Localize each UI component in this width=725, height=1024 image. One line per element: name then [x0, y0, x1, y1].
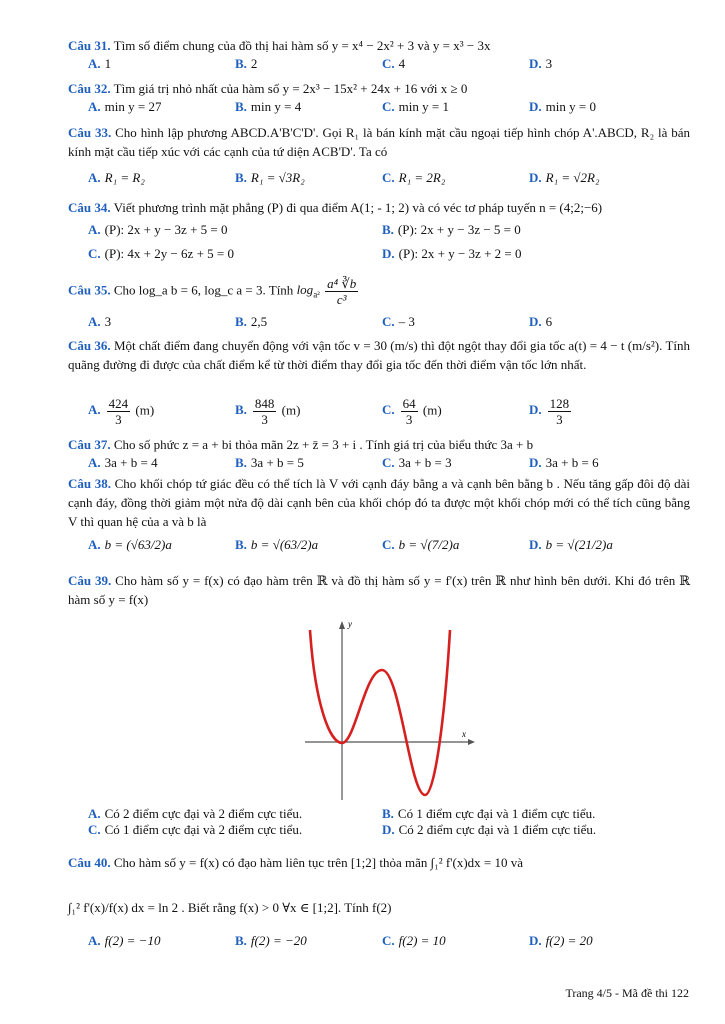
log-expression: $\log_{a^2}$ $\frac{\text{a⁴ ∛b}}{\text{c³}}$	[296, 276, 357, 307]
option-c[interactable]: C. b = √(7/2)a	[382, 537, 460, 552]
question-36	[68, 336, 690, 374]
options-32	[88, 99, 708, 119]
question-text: Cho khối chóp tứ giác đều có thể tích là V với cạnh đáy bằng a và cạnh bên bằng b . Nếu tăng gấp đôi độ dài cạnh đáy, đồng thời giảm một nửa độ dài cạnh bên của khối chóp đó ta được một khối chóp mới có thể tích cũng bằng V thì quan hệ của a và b là	[68, 476, 690, 529]
option-c[interactable]: C. 3a + b = 3	[382, 455, 452, 470]
y-axis-label: y	[348, 619, 352, 629]
question-40-cont	[68, 898, 690, 917]
option-a[interactable]: A. Có 2 điểm cực đại và 2 điểm cực tiểu.	[88, 806, 303, 821]
question-text-1: Cho hàm số y = f(x) có đạo hàm liên tục trên [1;2] thỏa mãn ∫₁² f'(x)dx = 10 và	[113, 855, 524, 870]
question-text: Cho hàm số y = f(x) có đạo hàm trên ℝ và đồ thị hàm số y = f'(x) trên ℝ như hình bên dưới. Khi đó trên ℝ hàm số y = f(x)	[68, 573, 691, 607]
question-text: Tìm số điểm chung của đồ thị hai hàm số y = x⁴ − 2x² + 3 và y = x³ − 3x	[113, 38, 491, 53]
options-39-row2	[88, 822, 708, 842]
option-b[interactable]: B. (P): 2x + y − 3z − 5 = 0	[382, 222, 521, 237]
question-39	[68, 571, 690, 609]
option-c[interactable]: C. R₁ = 2R₂	[382, 170, 446, 185]
option-b[interactable]: B. $\frac{848}{3}$ (m)	[235, 396, 301, 427]
option-c[interactable]: C. Có 1 điểm cực đại và 2 điểm cực tiểu.	[88, 822, 303, 837]
x-axis-arrow	[468, 739, 475, 745]
option-a[interactable]: A. min y = 27	[88, 99, 162, 114]
option-a[interactable]: A. (P): 2x + y − 3z + 5 = 0	[88, 222, 228, 237]
question-label: Câu 31.	[68, 38, 111, 53]
option-d[interactable]: D. 6	[529, 314, 553, 329]
question-31	[68, 36, 690, 55]
y-axis-arrow	[339, 621, 345, 629]
question-label: Câu 34.	[68, 200, 111, 215]
option-d[interactable]: D. R₁ = √2R₂	[529, 170, 600, 185]
option-a[interactable]: A. f(2) = −10	[88, 933, 161, 948]
option-a[interactable]: A. $\frac{424}{3}$ (m)	[88, 396, 155, 427]
options-38	[88, 537, 708, 557]
option-b[interactable]: B. min y = 4	[235, 99, 302, 114]
option-b[interactable]: B. b = √(63/2)a	[235, 537, 319, 552]
question-38	[68, 474, 690, 531]
option-d[interactable]: D. (P): 2x + y − 3z + 2 = 0	[382, 246, 522, 261]
question-text: Một chất điểm đang chuyển động với vận tốc v = 30 (m/s) thì đột ngột thay đổi gia tốc a(t) = 4 − t (m/s²). Tính quãng đường đi được của chất điểm kể từ thời điểm thay đổi gia tốc đến thời điểm vận tốc lớn nhất.	[68, 338, 691, 372]
question-text: Viết phương trình mặt phẳng (P) đi qua điểm A(1; - 1; 2) và có véc tơ pháp tuyến n = (4;2;−6)	[113, 200, 603, 215]
options-37	[88, 455, 708, 475]
page-footer: Trang 4/5 - Mã đề thi 122	[565, 986, 689, 1000]
question-37	[68, 435, 690, 454]
question-label: Câu 35.	[68, 282, 111, 298]
question-label: Câu 37.	[68, 437, 111, 452]
option-d[interactable]: D. 3	[529, 56, 553, 71]
question-34	[68, 198, 690, 217]
option-b[interactable]: B. f(2) = −20	[235, 933, 307, 948]
option-a[interactable]: A. b = (√63/2)a	[88, 537, 172, 552]
question-text: Cho hình lập phương ABCD.A'B'C'D'. Gọi R₁ là bán kính mặt cầu ngoại tiếp hình chóp A'.ABCD, R₂ là bán kính mặt cầu tiếp xúc với các cạnh của tứ diện ACB'D'. Ta có	[68, 125, 691, 159]
option-d[interactable]: D. min y = 0	[529, 99, 596, 114]
option-c[interactable]: C. (P): 4x + 2y − 6z + 5 = 0	[88, 246, 234, 261]
question-text: Cho log_a b = 6, log_c a = 3. Tính	[113, 282, 294, 298]
question-33	[68, 123, 690, 161]
options-35	[88, 314, 708, 334]
question-label: Câu 32.	[68, 81, 111, 96]
option-a[interactable]: A. R₁ = R₂	[88, 170, 145, 185]
options-31	[88, 56, 708, 76]
question-label: Câu 40.	[68, 855, 111, 870]
option-a[interactable]: A. 1	[88, 56, 112, 71]
options-40	[88, 933, 708, 953]
option-c[interactable]: C. min y = 1	[382, 99, 449, 114]
option-c[interactable]: C. – 3	[382, 314, 415, 329]
option-c[interactable]: C. $\frac{64}{3}$ (m)	[382, 396, 442, 427]
option-d[interactable]: D. $\frac{128}{3}$	[529, 396, 570, 427]
options-33	[88, 170, 708, 190]
option-b[interactable]: B. 2,5	[235, 314, 268, 329]
derivative-graph	[300, 615, 480, 805]
question-label: Câu 39.	[68, 573, 112, 588]
options-34-row1	[88, 222, 708, 242]
option-d[interactable]: D. b = √(21/2)a	[529, 537, 613, 552]
option-b[interactable]: B. 2	[235, 56, 258, 71]
option-b[interactable]: B. Có 1 điểm cực đại và 1 điểm cực tiểu.	[382, 806, 596, 821]
option-d[interactable]: D. 3a + b = 6	[529, 455, 599, 470]
question-40	[68, 853, 690, 872]
options-34-row2	[88, 246, 708, 266]
question-text-2: ∫₁² f'(x)/f(x) dx = ln 2 . Biết rằng f(x) > 0 ∀x ∈ [1;2]. Tính f(2)	[68, 900, 392, 915]
options-36	[88, 396, 708, 432]
option-c[interactable]: C. f(2) = 10	[382, 933, 446, 948]
derivative-curve	[310, 630, 450, 795]
question-label: Câu 33.	[68, 125, 112, 140]
option-d[interactable]: D. Có 2 điểm cực đại và 1 điểm cực tiểu.	[382, 822, 597, 837]
question-text: Cho số phức z = a + bi thỏa mãn 2z + z̄ = 3 + i . Tính giá trị của biểu thức 3a + b	[113, 437, 534, 452]
option-d[interactable]: D. f(2) = 20	[529, 933, 593, 948]
question-32	[68, 79, 690, 98]
option-c[interactable]: C. 4	[382, 56, 406, 71]
question-35	[68, 276, 690, 307]
option-b[interactable]: B. R₁ = √3R₂	[235, 170, 305, 185]
x-axis-label: x	[462, 729, 466, 739]
option-b[interactable]: B. 3a + b = 5	[235, 455, 304, 470]
option-a[interactable]: A. 3a + b = 4	[88, 455, 158, 470]
question-label: Câu 38.	[68, 476, 111, 491]
option-a[interactable]: A. 3	[88, 314, 112, 329]
question-text: Tìm giá trị nhỏ nhất của hàm số y = 2x³ − 15x² + 24x + 16 với x ≥ 0	[113, 81, 468, 96]
question-label: Câu 36.	[68, 338, 111, 353]
